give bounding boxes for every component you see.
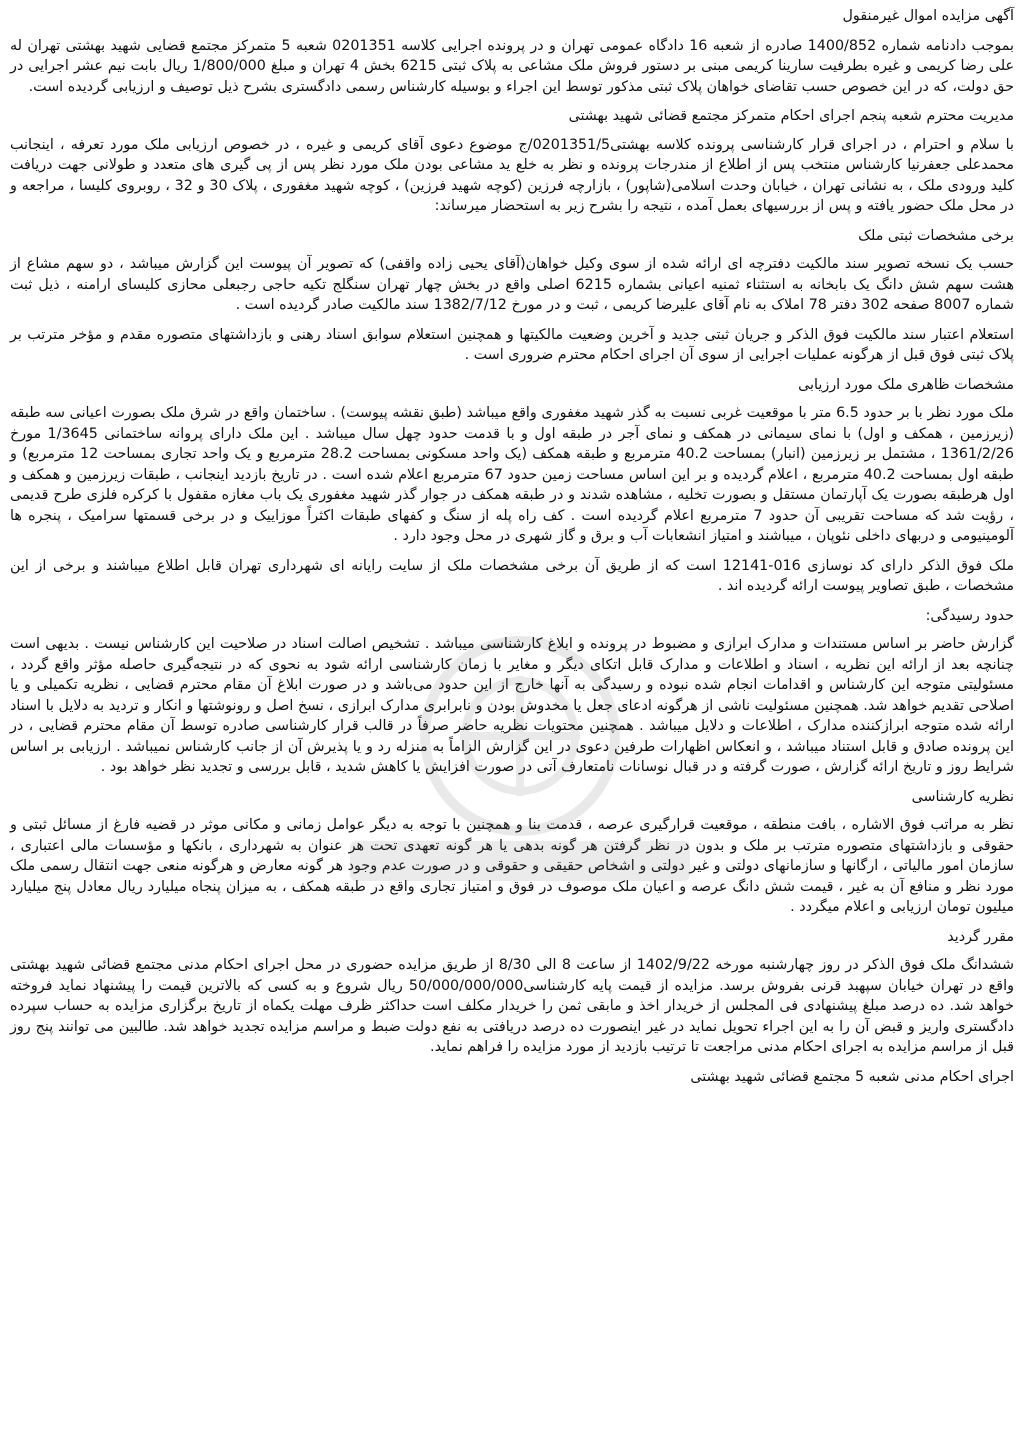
section-scope-title: حدود رسیدگی: [925,607,1014,624]
scope-paragraph: گزارش حاضر بر اساس مستندات و مدارک ابرازی و مضبوط در پرونده و ابلاغ کارشناسی میباشد . تشخیص اصالت اسناد در صلاحیت این کارشناس نیست . بدیهی است چنانچه بعد از ارائه این نظریه ، اسناد و اطلاعات و مدارک قابل اتکای دیگر و مغایر با زمان کارشناسی ارائه شود به نحوی که در نتیجه‌گیری حاصله مؤثر واقع گردد ، مسئولیتی متوجه این کارشناس و اقدامات انجام شده نبوده و رسیدگی به آنها خارج از این حدود می‌باشد و در صورت ابلاغ آن مقام محترم قضایی ، نظریه تکمیلی و یا اصلاحی تقدیم خواهد شد. همچنین مسئولیت ناشی از هرگونه ادعای جعل یا مخدوش بودن و نابرابری مدارک ابرازی ، نسخ اصل و رونوشتها و انکار و تردید به دلایل با اسناد ارائه شده متوجه ابرازکننده مدارک ، اطلاعات و دلایل میباشد . همچنین محتویات نظریه حاضر صرفاً در قالب قرار کارشناسی صادره توسط آن مقام محترم قضایی ، در این پرونده صادق و قابل استناد میباشد ، و انعکاس اظهارات طرفین دعوی در این گزارش الزاماً به منزله رد و یا پذیرش آن از جانب کارشناس نمیباشد . ارزیابی بر اساس شرایط روز و تاریخ ارائه گزارش ، صورت گرفته و در قبال نوسانات نامتعارف آتی در صورت افزایش یا کاهش شدید ، قابل بررسی و تجدید نظر خواهد بود . [10,636,1014,775]
section-physical-title: مشخصات ظاهری ملک مورد ارزیابی [798,376,1014,393]
physical-paragraph: ملک مورد نظر با بر حدود 6.5 متر با موقعیت غربی نسبت به گذر شهید مغفوری واقع میباشد (طبق نقشه پیوست) . ساختمان واقع در شرق ملک بصورت اعیانی سه طبقه (زیرزمین ، همکف و اول) با نمای سیمانی در همکف و نمای آجر در طبقه اول و با قدمت حدود چهل سال میباشد . این ملک دارای پروانه ساختمانی 1/3645 مورخ 1361/2/26 ، مشتمل بر زیرزمین (انبار) بمساحت 40.2 مترمربع و طبقه همکف (یک واحد مسکونی بمساحت 28.2 مترمربع و یک واحد تجاری بمساحت 12 مترمربع) و طبقه اول بمساحت 40.2 مترمربع ، اعلام گردیده و بر این اساس مساحت زمین حدود 67 مترمربع اعلام شده است . در تاریخ بازدید اینجانب ، طبقات زیرزمین و همکف و اول هرطبقه بصورت یک آپارتمان مستقل و بصورت تخلیه ، مشاهده شدند و در طبقه همکف در جوار گذر شهید مغفوری یک باب مغازه مقفول با کرکره فلزی طرح قدیمی ، رؤیت شد که مساحت تقریبی آن حدود 7 مترمربع اعلام گردیده است . کف راه پله از سنگ و کفهای طبقات اکثراً موزاییک و در برخی قسمتها سرامیک ، پنجره ها آلومینیومی و دربهای داخلی نئوپان ، میباشند و امتیاز انشعابات آب و برق و گاز شهری در محل وجود دارد . [10,405,1014,544]
registry-paragraph: حسب یک نسخه تصویر سند مالکیت دفترچه ای ارائه شده از سوی وکیل خواهان(آقای یحیی زاده واقفی) که تصویر آن پیوست این گزارش میباشد ، دو سهم مشاع از هشت سهم شش دانگ یک بابخانه به استثناء ثمنیه اعیانی بشماره 6215 اصلی واقع در بخش چهار تهران سنگلج تکیه حاجی رجبعلی محازی کلیسای ارامنه ، ذیل ثبت شماره 8007 صفحه 302 دفتر 78 املاک به نام آقای علیرضا کریمی ، ثبت و در مورخ 1382/7/12 سند مالکیت صادر گردیده است . [10,256,1014,313]
inquiry-paragraph: استعلام اعتبار سند مالکیت فوق الذکر و جریان ثبتی جدید و آخرین وضعیت مالکیتها و همچنین استعلام سوابق اسناد رهنی و بازداشتهای متصوره مقدم و مؤخر مترتب بر پلاک ثبتی فوق قبل از هرگونه عملیات اجرایی از سوی آن اجرای احکام محترم ضروری است . [10,326,1014,363]
section-registry-title: برخی مشخصات ثبتی ملک [858,227,1014,244]
section-decreed-title: مقرر گردید [947,928,1014,945]
section-opinion-title: نظریه کارشناسی [911,788,1014,805]
auction-paragraph: ششدانگ ملک فوق الذکر در روز چهارشنبه مورخه 1402/9/22 از ساعت 8 الی 8/30 از طریق مزایده حضوری در محل اجرای احکام مدنی مجتمع قضائی شهید بهشتی واقع در تهران خیابان سپهبد قرنی بفروش برسد. مزایده از قیمت پایه کارشناسی50/000/000/000 ریال شروع و به کسی که بالاترین قیمت را پیشنهاد نماید فروخته خواهد شد. ده درصد مبلغ پیشنهادی فی المجلس از خریدار اخذ و مابقی ثمن را خریدار مکلف است حداکثر ظرف مهلت یکماه از تاریخ برگزاری مزایده به حساب سپرده دادگستری واریز و قبض آن را به این اجراء تحویل نماید در غیر اینصورت ده درصد دریافتی به نفع دولت ضبط و مراسم مزایده تجدید خواهد شد. طالبین می توانند پنج روز قبل از مراسم مزایده به اجرای احکام مدنی مراجعت تا ترتیب بازدید از مورد مزایده را فراهم نماید. [10,957,1015,1055]
greeting-paragraph: با سلام و احترام ، در اجرای قرار کارشناسی پرونده کلاسه بهشتی0201351/5/ج موضوع دعوی آقای کریمی و غیره ، در خصوص ارزیابی ملک مورد تعرفه ، اینجانب محمدعلی جعفرنیا کارشناس منتخب پس از اطلاع از مندرجات پرونده و نظر به خلع ید مشاعی بودن ملک مورد نظر پس از پی گیری های متعدد و طولانی جهت دریافت کلید ورودی ملک ، به نشانی تهران ، خیابان وحدت اسلامی(شاپور) ، بازارچه فرزین (کوچه شهید فرزین) ، کوچه شهید مغفوری ، پلاک 30 و 32 ، روبروی کلیسا ، مراجعه و در محل ملک حضور یافته و پس از بررسیهای بعمل آمده ، نتیجه را بشرح زیر به استحضار میرساند: [10,136,1015,214]
code-paragraph: ملک فوق الذکر دارای کد نوسازی 016-12141 است که از طریق آن برخی مشخصات ملک از سایت رایانه ای شهرداری تهران قابل اطلاع میباشند و برخی از این مشخصات ، طبق تصاویر پیوست ارائه گردیده اند . [10,557,1015,594]
opinion-paragraph: نظر به مراتب فوق الاشاره ، بافت منطقه ، موقعیت قرارگیری عرصه ، قدمت بنا و همچنین با توجه به دیگر عوامل زمانی و مکانی موثر در قضیه فارغ از مسائل ثبتی و حقوقی و بازداشتهای متصوره مترتب بر ملک و بدون در نظر گرفتن هر گونه بدهی یا هر گونه تعهدی تحت هر عنوان به شهرداری ، بانکها و مؤسسات مالی اعتباری ، سازمان امور مالیاتی ، ارگانها و سازمانهای دولتی و غیر دولتی و اشخاص حقیقی و حقوقی و در صورت عدم وجود هر گونه معارض و هرگونه منعی جهت انتقال رسمی ملک مورد نظر و منافع آن به غیر ، قیمت شش دانگ عرصه و اعیان ملک موصوف در فوق و امتیاز تجاری واقع در طبقه همکف ، به میزان پنجاه میلیارد ریال معادل پنج میلیارد میلیون تومان ارزیابی و اعلام میگردد . [10,817,1014,915]
notice-title: آگهی مزایده اموال غیرمنقول [842,8,1014,24]
addressee-line: مدیریت محترم شعبه پنجم اجرای احکام متمرکز مجتمع قضائی شهید بهشتی [568,108,1014,124]
intro-paragraph: بموجب دادنامه شماره 1400/852 صادره از شعبه 16 دادگاه عمومی تهران و در پرونده اجرایی کلاسه 0201351 شعبه 5 متمرکز مجتمع قضایی شهید بهشتی تهران له علی رضا کریمی و غیره بطرفیت سارینا کریمی مبنی بر دستور فروش ملک مشاعی به پلاک ثبتی 6215 بخش 4 تهران و مبلغ 1/800/000 ریال بابت نیم عشر اجرایی در حق دولت، که در این خصوص حسب تقاضای خواهان پلاک ثبتی مذکور توسط این اجراء و بوسیله کارشناس رسمی دادگستری بشرح ذیل توصیف و ارزیابی گردیده است. [10,37,1014,95]
signature-line: اجرای احکام مدنی شعبه 5 مجتمع قضائی شهید بهشتی [690,1068,1014,1085]
auction-notice-document [10,6,1014,1437]
